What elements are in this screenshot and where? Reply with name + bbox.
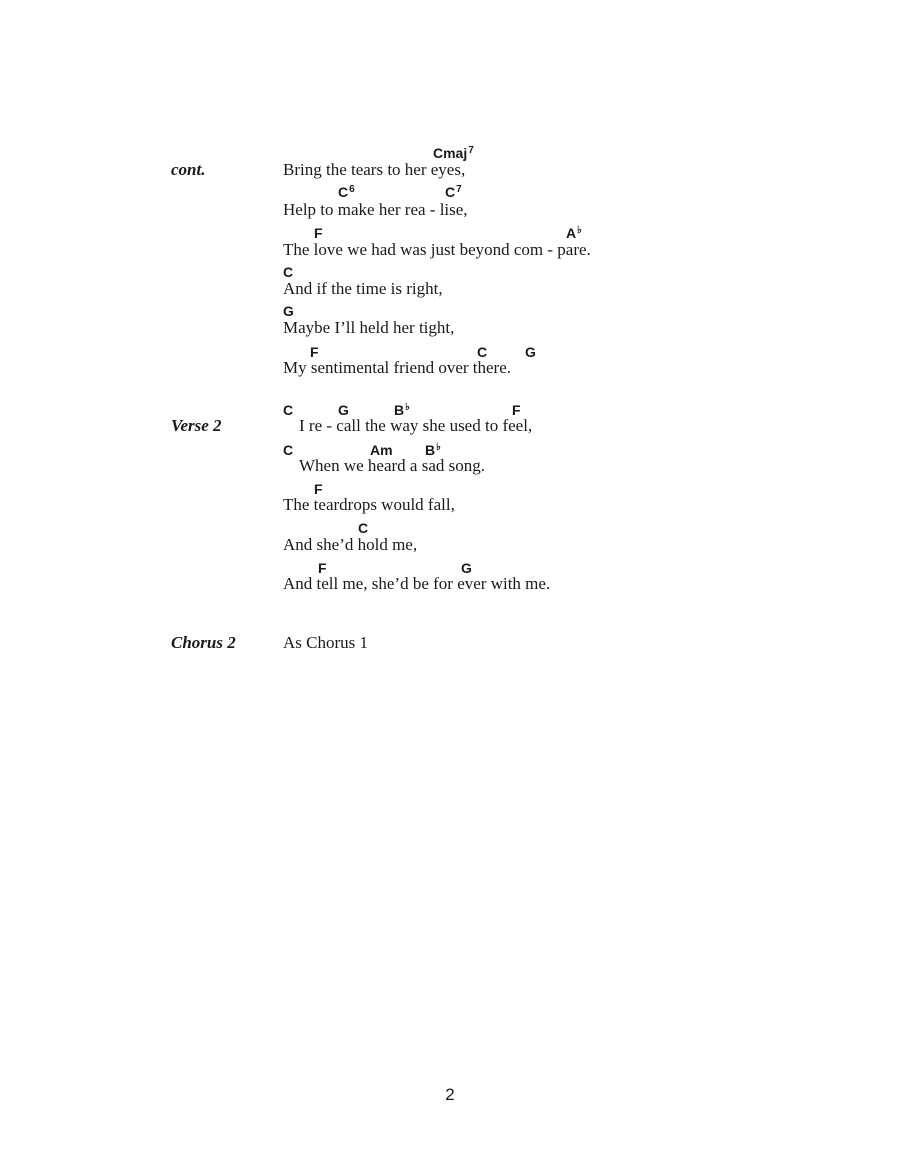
chord: C xyxy=(283,402,294,418)
lyric-line: Bring the tears to her eyes, xyxy=(283,160,466,179)
lyric-line: And if the time is right, xyxy=(283,279,443,298)
chord: F xyxy=(512,402,521,418)
chord: C xyxy=(358,520,369,536)
chord: Cmaj$^7$ xyxy=(433,145,474,161)
chord: G xyxy=(461,560,472,576)
lyric-line: When we heard a sad song. xyxy=(299,456,485,475)
chord: G xyxy=(338,402,349,418)
lyric-line: Maybe I’ll held her tight, xyxy=(283,318,455,337)
page-number: 2 xyxy=(445,1085,455,1104)
lyric-line: The teardrops would fall, xyxy=(283,495,455,514)
lyric-line: The love we had was just beyond com - pare. xyxy=(283,240,591,259)
chord: C xyxy=(283,442,294,458)
chord: B♭ xyxy=(394,402,410,418)
lyric-line: Help to make her rea - lise, xyxy=(283,200,468,219)
chord: G xyxy=(525,344,536,360)
lyric-line: And tell me, she’d be for ever with me. xyxy=(283,574,551,593)
chord: F xyxy=(314,481,323,497)
chord: Am xyxy=(370,442,393,458)
chord: B♭ xyxy=(425,442,441,458)
chord: $C^7$ xyxy=(445,184,462,200)
chord: F xyxy=(310,344,319,360)
chord: $C^6$ xyxy=(338,184,355,200)
lyric-line: I re - call the way she used to feel, xyxy=(299,416,533,435)
section-label-verse-2: Verse 2 xyxy=(171,416,222,435)
chord: A♭ xyxy=(566,225,582,241)
chord: F xyxy=(314,225,323,241)
section-label-cont: cont. xyxy=(171,160,206,179)
lyric-line: My sentimental friend over there. xyxy=(283,358,512,377)
chord: C xyxy=(283,264,294,280)
lyric-line: As Chorus 1 xyxy=(283,633,369,652)
lyric-line: And she’d hold me, xyxy=(283,535,418,554)
section-label-chorus-2: Chorus 2 xyxy=(171,633,236,652)
chord: C xyxy=(477,344,488,360)
chord: F xyxy=(318,560,327,576)
chord: G xyxy=(283,303,294,319)
